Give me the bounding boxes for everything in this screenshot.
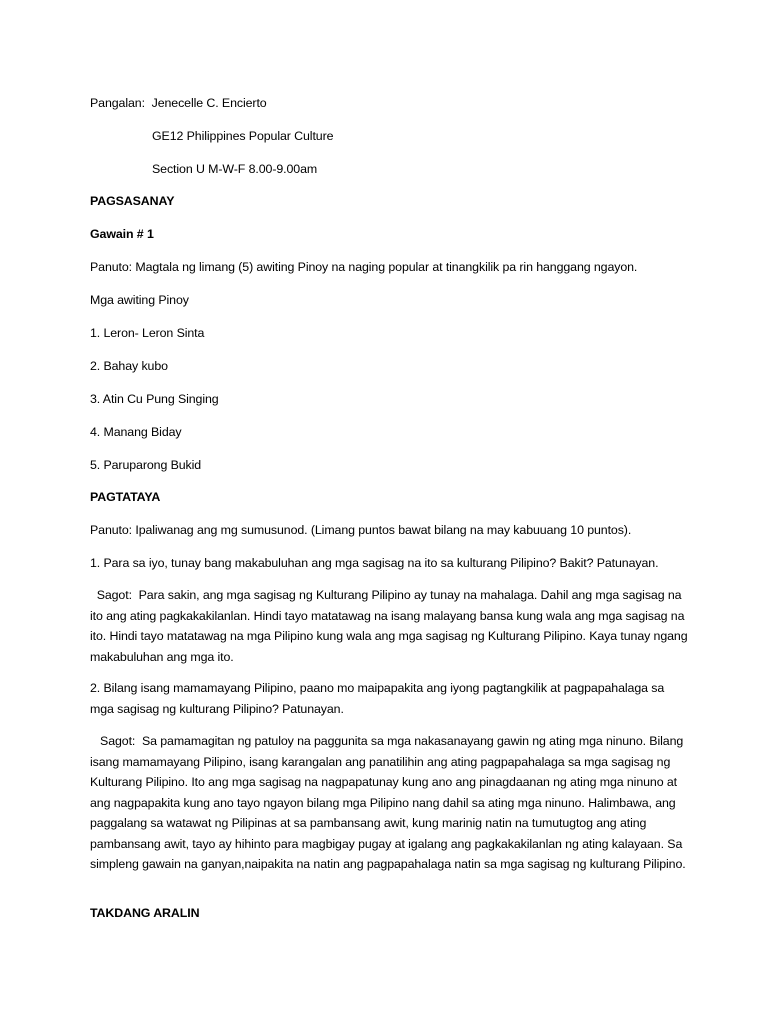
section-line: Section U M-W-F 8.00-9.00am	[152, 162, 318, 176]
list-item: 5. Paruparong Bukid	[90, 458, 202, 472]
answer-label: Sagot:	[100, 734, 136, 748]
question-1: 1. Para sa iyo, tunay bang makabuluhan ang mga sagisag na ito sa kulturang Pilipino? Bakit? Patunayan.	[90, 556, 659, 570]
takdang-aralin-heading: TAKDANG ARALIN	[90, 906, 200, 920]
list-item: 3. Atin Cu Pung Singing	[90, 392, 219, 406]
answer-text: Para sakin, ang mga sagisag ng Kulturang Pilipino ay tunay na mahalaga. Dahil ang mga sagisag na ito ang ating pagkakakilanlan. Hindi tayo matatawag na isang malayang bansa kung wala ang mga sagisag na ito. Hindi tayo matatawag na mga Pilipino kung wala ang mga sagisag ng Kulturang Pilipino. Kaya tunay ngang makabuluhan ang mga ito.	[90, 588, 688, 664]
name-value: Jenecelle C. Encierto	[151, 96, 267, 110]
list-item: 2. Bahay kubo	[90, 359, 168, 373]
answer-2	[90, 731, 690, 875]
pagtataya-heading: PAGTATAYA	[90, 490, 161, 504]
name-line	[90, 96, 267, 110]
name-label: Pangalan:	[90, 96, 145, 110]
course-line: GE12 Philippines Popular Culture	[152, 129, 334, 143]
instruction-text: Ipaliwanag ang mg sumusunod. (Limang puntos bawat bilang na may kabuuang 10 puntos).	[135, 523, 632, 537]
pagsasanay-heading: PAGSASANAY	[90, 194, 175, 208]
answer-label: Sagot:	[96, 588, 132, 602]
answer-text: Sa pamamagitan ng patuloy na paggunita sa mga nakasanayang gawin ng ating mga ninuno. Bilang isang mamamayang Pilipino, isang karangalan ang panatilihin ang ating pagpapahalaga sa mga sagisag ng Kulturang Pilipino. Ito ang mga sagisag na nagpapatunay kung ano ang pinagdaanan ng ating mga ninuno at ang nagpapakita kung ano tayo ngayon bilang mga Pilipino nang dahil sa ating mga ninuno. Halimbawa, ang paggalang sa watawat ng Pilipinas at sa pambansang awit, kung marinig natin na tumutugtog ang ating pambansang awit, tayo ay hihinto para magbigay pugay at igalang ang pagkakakilanlan ng ating kalayaan. Sa simpleng gawain na ganyan,naipakita na natin ang pagpapahalaga natin sa mga sagisag ng kulturang Pilipino.	[90, 734, 686, 871]
question-2: 2. Bilang isang mamamayang Pilipino, paano mo maipapakita ang iyong pagtangkilik at pagpapahalaga sa mga sagisag ng kulturang Pilipino? Patunayan.	[90, 681, 665, 716]
list-item: 1. Leron- Leron Sinta	[90, 326, 205, 340]
instruction-label: Panuto:	[90, 260, 133, 274]
instruction-text: Magtala ng limang (5) awiting Pinoy na naging popular at tinangkilik pa rin hanggang ngayon.	[135, 260, 638, 274]
answer-1	[90, 585, 690, 667]
pagtataya-instruction	[90, 523, 631, 537]
pagsasanay-instruction	[90, 260, 637, 274]
activity-title: Gawain # 1	[90, 227, 154, 241]
instruction-label: Panuto:	[90, 523, 133, 537]
songs-list-title: Mga awiting Pinoy	[90, 293, 189, 307]
list-item: 4. Manang Biday	[90, 425, 182, 439]
